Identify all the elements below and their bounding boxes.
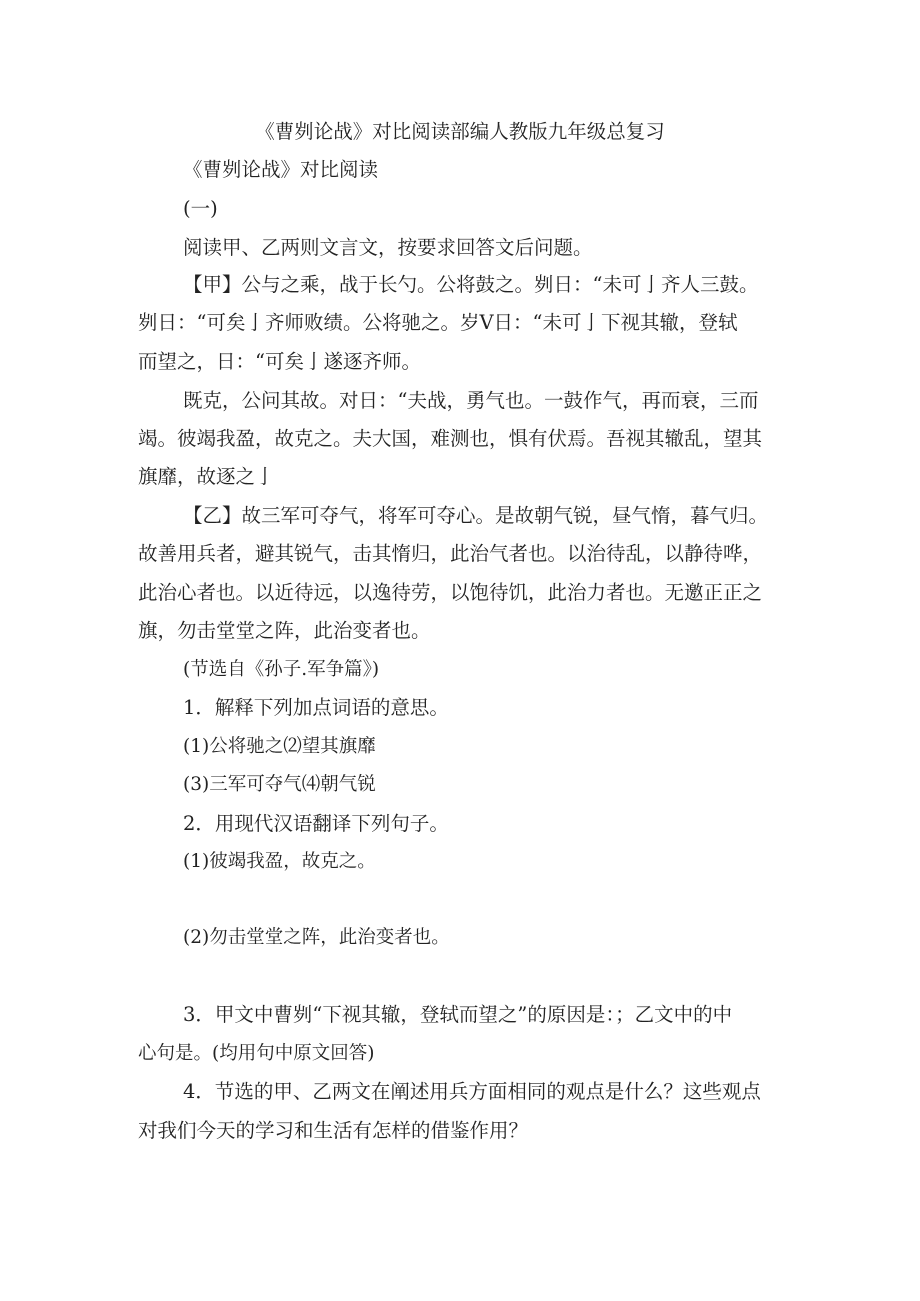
passage-b-line: 旗，勿击堂堂之阵，此治变者也。 [138,619,431,642]
passage-b-source: (节选自《孙子.军争篇》) [183,659,380,680]
question-1: 1．解释下列加点词语的意思。 [183,696,449,719]
question-4: 4．节选的甲、乙两文在阐述用兵方面相同的观点是什么？这些观点 [183,1080,761,1103]
passage-a-line: 旗靡，故逐之亅 [138,465,275,488]
question-3: 3．甲文中曹刿“下视其辙，登轼而望之”的原因是：；乙文中的中 [183,1003,733,1026]
section-number: (一) [183,197,218,220]
question-2-item: (2)勿击堂堂之阵，此治变者也。 [183,927,450,948]
subtitle: 《曹刿论战》对比阅读 [183,158,379,181]
passage-a-line: 而望之，日：“可矣亅遂逐齐师。 [138,350,421,373]
instruction: 阅读甲、乙两则文言文，按要求回答文后问题。 [183,236,593,259]
question-3: 心句是。(均用句中原文回答) [138,1043,375,1064]
passage-b-line: 故善用兵者，避其锐气，击其惰归，此治气者也。以治待乱，以静待哗， [138,542,763,565]
document-title: 《曹刿论战》对比阅读部编人教版九年级总复习 [255,120,665,143]
question-4: 对我们今天的学习和生活有怎样的借鉴作用？ [138,1119,529,1142]
passage-b-line: 此治心者也。以近待远，以逸待劳，以饱待饥，此治力者也。无邀正正之 [138,581,763,604]
question-1-items: (1)公将驰之⑵望其旗靡 [183,736,376,757]
question-2-item: (1)彼竭我盈，故克之。 [183,851,376,872]
passage-a-line: 竭。彼竭我盈，故克之。夫大国，难测也，惧有伏焉。吾视其辙乱，望其 [138,427,763,450]
question-1-items: (3)三军可夺气⑷朝气锐 [183,774,376,795]
question-2: 2．用现代汉语翻译下列句子。 [183,812,449,835]
passage-b-line: 【乙】故三军可夺气，将军可夺心。是故朝气锐，昼气惰，暮气归。 [183,504,769,527]
passage-a-line: 既克，公问其故。对日：“夫战，勇气也。一鼓作气，再而衰，三而 [183,389,759,412]
passage-a-line: 【甲】公与之乘，战于长勺。公将鼓之。刿日：“未可亅齐人三鼓。 [183,273,759,296]
passage-a-line: 刿日：“可矣亅齐师败绩。公将驰之。岁Ⅴ日：“未可亅下视其辙，登轼 [138,311,738,334]
